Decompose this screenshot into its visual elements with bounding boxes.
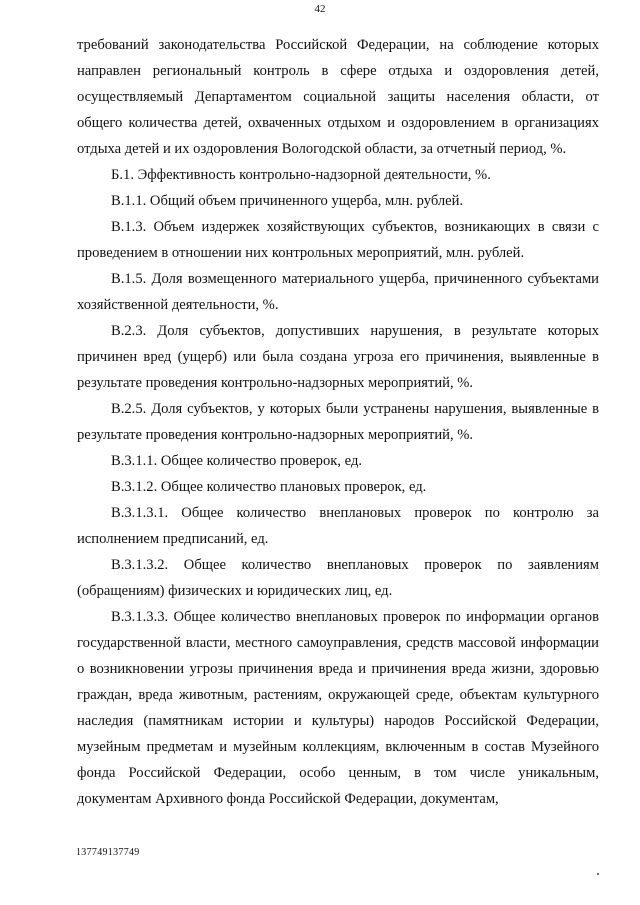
page-number: 42	[314, 3, 326, 15]
paragraph-v1-5: В.1.5. Доля возмещенного материального ущерба, причиненного субъектами хозяйственной деятельности, %.	[77, 271, 599, 313]
paragraph-v3-1-3-3: В.3.1.3.3. Общее количество внеплановых проверок по информации органов государственной власти, местного самоуправления, средств массовой информации о возникновении угрозы причинения вреда и причинения вреда жизни, здоровью граждан, вреда животным, растениям, окружающей среде, объектам культурного наследия (памятникам истории и культуры) народов Российской Федерации, музейным предметам и музейным коллекциям, включенным в состав Музейного фонда Российской Федерации, особо ценным, в том числе уникальным, документам Архивного фонда Российской Федерации, документам,	[77, 609, 599, 807]
paragraph-continuation: требований законодательства Российской Федерации, на соблюдение которых направлен региональный контроль в сфере отдыха и оздоровления детей, осуществляемый Департаментом социальной защиты населения области, от общего количества детей, охваченных отдыхом и оздоровлением в организациях отдыха детей и их оздоровления Вологодской области, за отчетный период, %.	[77, 37, 599, 157]
paragraph-b1: Б.1. Эффективность контрольно-надзорной деятельности, %.	[111, 167, 491, 183]
paragraph-v1-3: В.1.3. Объем издержек хозяйствующих субъектов, возникающих в связи с проведением в отношении них контрольных мероприятий, млн. рублей.	[77, 219, 599, 261]
paragraph-v2-3: В.2.3. Доля субъектов, допустивших нарушения, в результате которых причинен вред (ущерб) или была создана угроза его причинения, выявленные в результате проведения контрольно-надзорных мероприятий, %.	[77, 323, 599, 391]
document-body	[77, 32, 599, 812]
paragraph-v3-1-1: В.3.1.1. Общее количество проверок, ед.	[111, 453, 363, 469]
document-id: 137749137749	[76, 847, 140, 858]
paragraph-v2-5: В.2.5. Доля субъектов, у которых были устранены нарушения, выявленные в результате проведения контрольно-надзорных мероприятий, %.	[77, 401, 599, 443]
paragraph-v3-1-3-2: В.3.1.3.2. Общее количество внеплановых проверок по заявлениям (обращениям) физических и юридических лиц, ед.	[77, 557, 599, 599]
paragraph-v3-1-3-1: В.3.1.3.1. Общее количество внеплановых проверок по контролю за исполнением предписаний, ед.	[77, 505, 599, 547]
scan-speck	[597, 873, 599, 875]
paragraph-v1-1: В.1.1. Общий объем причиненного ущерба, млн. рублей.	[111, 193, 464, 209]
paragraph-v3-1-2: В.3.1.2. Общее количество плановых проверок, ед.	[111, 479, 427, 495]
